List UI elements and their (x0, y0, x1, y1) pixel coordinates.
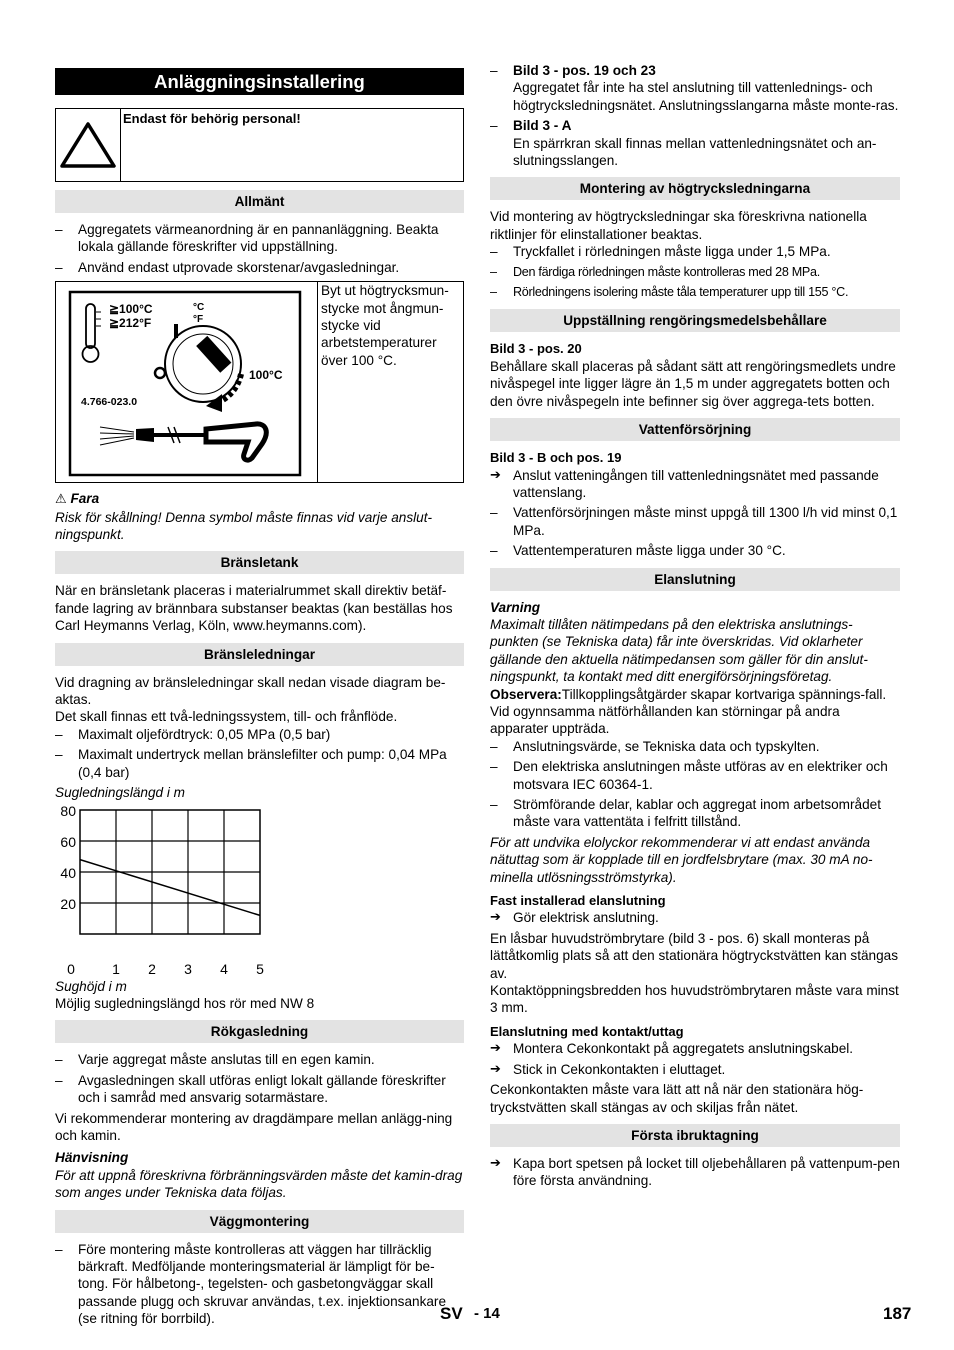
montering-list-small (490, 264, 900, 302)
varning-label: Varning (490, 599, 541, 615)
figure-image (56, 282, 318, 482)
footer-page-number: 187 (883, 1304, 912, 1323)
list-item: – Avgasledningen skall utföras enligt lokalt gällande föreskrifter och i samråd med ansvarig sotarmästare. (55, 1072, 464, 1107)
series-line (80, 859, 260, 915)
warning-icon (56, 109, 121, 181)
list-item: – Vattentemperaturen måste ligga under 30 °C. (490, 542, 900, 559)
list-item: – Varje aggregat måste anslutas till en egen kamin. (55, 1051, 464, 1068)
list-item: – Bild 3 - pos. 19 och 23 Aggregatet får inte ha stel anslutning till vattenlednings- och högtrycksledningsnätet. Anslutningsslangarna måste monte-ras. (490, 62, 900, 114)
note-text: För att uppnå föreskrivna förbränningsvärden måste det kamin-drag som anges under Tekniska data följas. (55, 1167, 463, 1201)
list-item: – Tryckfallet i rörledningen måste ligga under 1,5 MPa. (490, 243, 900, 260)
note-label: Hänvisning (55, 1150, 129, 1166)
list-item: – Den färdiga rörledningen måste kontrolleras med 28 MPa. (490, 264, 900, 281)
bild-list (490, 62, 900, 169)
fast-label: Fast installerad elanslutning (490, 893, 666, 909)
el-list (490, 738, 900, 831)
danger-label: ⚠ Fara (55, 491, 100, 508)
bransleledningar-list (55, 726, 464, 781)
kontakt-text: Cekonkontakten måste vara lätt att nå när den stationära hög-tryckstvätten skall stängas av och skiljas från nätet. (490, 1082, 864, 1115)
x-tick-label: 5 (256, 960, 264, 977)
montering-list (490, 243, 900, 260)
dial-temp-label: 100°C (249, 368, 283, 383)
header-montering: Montering av högtrycksledningarna (490, 177, 900, 200)
rokgas-list (55, 1051, 464, 1106)
uppstallning-text: Behållare skall placeras på sådant sätt att rengöringsmedlets undre nivåspegel inte ligger lägre än 1,5 m under aggregatets botten och den övre nivåspegeln inte befinner sig över aggrega-tets botten. (490, 358, 896, 409)
temp-f-label: ≧212°F (109, 316, 152, 331)
list-item: – Den elektriska anslutningen måste utföras av en elektriker och motsvara IEC 60364-1. (490, 758, 900, 793)
footer-local-page: - 14 (474, 1305, 500, 1322)
observera-text: Observera:Tillkopplingsåtgärder skapar kortvariga spännings-fall. Vid ogynnsamma nätförhållanden kan störningar på andra apparater uppträda. (490, 686, 887, 737)
vatten-sub: Bild 3 - B och pos. 19 (490, 450, 622, 466)
list-item: – Anslutningsvärde, se Tekniska data och typskylten. (490, 738, 900, 755)
danger-icon: ⚠ (55, 492, 67, 508)
list-item: – Maximalt undertryck mellan bränslefilter och pump: 0,04 MPa (0,4 bar) (55, 746, 464, 781)
x-tick-label: 2 (148, 960, 156, 977)
list-item: – Använd endast utprovade skorstenar/avgasledningar. (55, 259, 464, 276)
right-column (490, 62, 900, 1193)
y-tick-label: 20 (60, 895, 76, 912)
list-item: – Aggregatets värmeanordning är en pannanläggning. Beakta lokala gällande föreskrifter vid uppställning. (55, 221, 464, 256)
warning-text: Endast för behörig personal! (123, 111, 301, 126)
chart-xlabel: Sughöjd i m (55, 978, 127, 994)
fast-text2: Kontaktöppningsbredden hos huvudströmbrytaren måste vara minst 3 mm. (490, 983, 899, 1016)
temp-c-label: ≧100°C (109, 302, 153, 317)
section-title: Anläggningsinstallering (55, 68, 464, 95)
left-column (55, 62, 464, 1331)
allmant-list (55, 221, 464, 276)
warning-box (55, 108, 464, 182)
x-tick-label: 3 (184, 960, 192, 977)
header-allmant: Allmänt (55, 190, 464, 213)
thermometer-icon (83, 304, 102, 362)
x-tick-label: 0 (67, 960, 75, 977)
forsta-list (490, 1155, 900, 1190)
list-item: – Vattenförsörjningen måste minst uppgå till 1300 l/h vid minst 0,1 MPa. (490, 504, 900, 539)
list-item: ➔ Stick in Cekonkontakten i eluttaget. (490, 1061, 900, 1078)
header-forsta: Första ibruktagning (490, 1124, 900, 1147)
kontakt-label: Elanslutning med kontakt/uttag (490, 1023, 684, 1039)
list-item: – Maximalt oljefördtryck: 0,05 MPa (0,5 bar) (55, 726, 464, 743)
chart-caption: Möjlig sugledningslängd hos rör med NW 8 (55, 995, 315, 1011)
chart-ylabel: Sugledningslängd i m (55, 785, 185, 801)
header-vatten: Vattenförsörjning (490, 418, 900, 441)
fast-text1: En låsbar huvudströmbrytare (bild 3 - pos. 6) skall monteras på lättåtkomlig plats så att den stationära högtryckstvätten kan stängas av. (490, 930, 899, 981)
kontakt-arrow-list (490, 1040, 900, 1078)
x-tick-label: 1 (112, 960, 120, 977)
list-item: – Före montering måste kontrolleras att väggen har tillräcklig bärkraft. Medföljande monteringsmaterial är lämpligt för be-tong. För hålbetong-, tegelsten- och gasbetongväggar skall passande plugg och skruvar användas, t.ex. injektionsankare (se ritning för borrbild). (55, 1241, 464, 1328)
header-vaggmontering: Väggmontering (55, 1210, 464, 1233)
unit-f-label: °F (193, 314, 204, 326)
list-item: – Rörledningens isolering måste tåla temperaturer upp till 155 °C. (490, 284, 900, 301)
y-tick-label: 80 (60, 802, 76, 819)
rokgas-text: Vi rekommenderar montering av dragdämpare mellan anlägg-ning och kamin. (55, 1110, 453, 1143)
figure-text: Byt ut högtrycksmun-stycke mot ångmun-stycke vid arbetstemperaturer över 100 °C. (321, 283, 449, 368)
list-item: – Strömförande delar, kablar och aggregat inom arbetsområdet måste vara vattentäta i felfritt tillstånd. (490, 796, 900, 831)
bransletank-text: När en bränsletank placeras i materialrummet skall direktiv betäf-fande lagring av brännbara substanser beaktas (kan beställas hos Carl Heymanns Verlag, Köln, www.heymanns.com). (55, 583, 453, 634)
lance-icon (100, 424, 266, 460)
varning-text: Maximalt tillåten nätimpedans på den elektriska anslutnings-punkten (se Tekniska data) får inte överskridas. Vid oklarheter gällande den aktuella nätimpedansen som gäller för din anslut-ningspunkt, ta kontakt med ditt energiförsörjningsföretag. (490, 616, 868, 685)
el-italic-text: För att undvika elolyckor rekommenderar vi att endast använda nätuttag som är kopplade till en jordfelsbrytare (max. 30 mA no-minella utlösningsströmstyrka). (490, 834, 873, 885)
list-item: ➔ Kapa bort spetsen på locket till oljebehållaren på vattenpum-pen före första användning. (490, 1155, 900, 1190)
list-item: ➔ Gör elektrisk anslutning. (490, 909, 900, 926)
vaggmontering-list (55, 1241, 464, 1328)
vatten-arrow-list (490, 467, 900, 502)
header-uppstallning: Uppställning rengöringsmedelsbehållare (490, 309, 900, 332)
suction-chart (55, 802, 464, 978)
part-number: 4.766-023.0 (81, 396, 138, 409)
footer-lang: SV (440, 1304, 463, 1323)
header-bransletank: Bränsletank (55, 551, 464, 574)
y-tick-label: 60 (60, 833, 76, 850)
bransleledningar-text1: Vid dragning av bränsleledningar skall nedan visade diagram be-aktas. (55, 674, 446, 708)
list-item: ➔ Anslut vatteningången till vattenledningsnätet med passande vattenslang. (490, 467, 900, 502)
danger-text: Risk för skållning! Denna symbol måste finnas vid varje anslut-ningspunkt. (55, 509, 433, 543)
header-bransleledningar: Bränsleledningar (55, 643, 464, 666)
y-tick-label: 40 (60, 864, 76, 881)
montering-text: Vid montering av högtrycksledningar ska föreskrivna nationella riktlinjer för elinstallationer beaktas. (490, 209, 867, 242)
dial-icon (155, 324, 241, 412)
unit-c-label: °C (193, 302, 205, 314)
list-item: ➔ Montera Cekonkontakt på aggregatets anslutningskabel. (490, 1040, 900, 1057)
fast-arrow-list (490, 909, 900, 926)
header-rokgasledning: Rökgasledning (55, 1020, 464, 1043)
steam-nozzle-figure (55, 281, 464, 483)
list-item: – Bild 3 - A En spärrkran skall finnas mellan vattenledningsnätet och an-slutningsslangen. (490, 117, 900, 169)
uppstallning-sub: Bild 3 - pos. 20 (490, 341, 582, 357)
bransleledningar-text2: Det skall finnas ett två-ledningssystem, till- och frånflöde. (55, 709, 398, 725)
x-tick-label: 4 (220, 960, 228, 977)
vatten-list (490, 504, 900, 559)
header-elanslutning: Elanslutning (490, 568, 900, 591)
